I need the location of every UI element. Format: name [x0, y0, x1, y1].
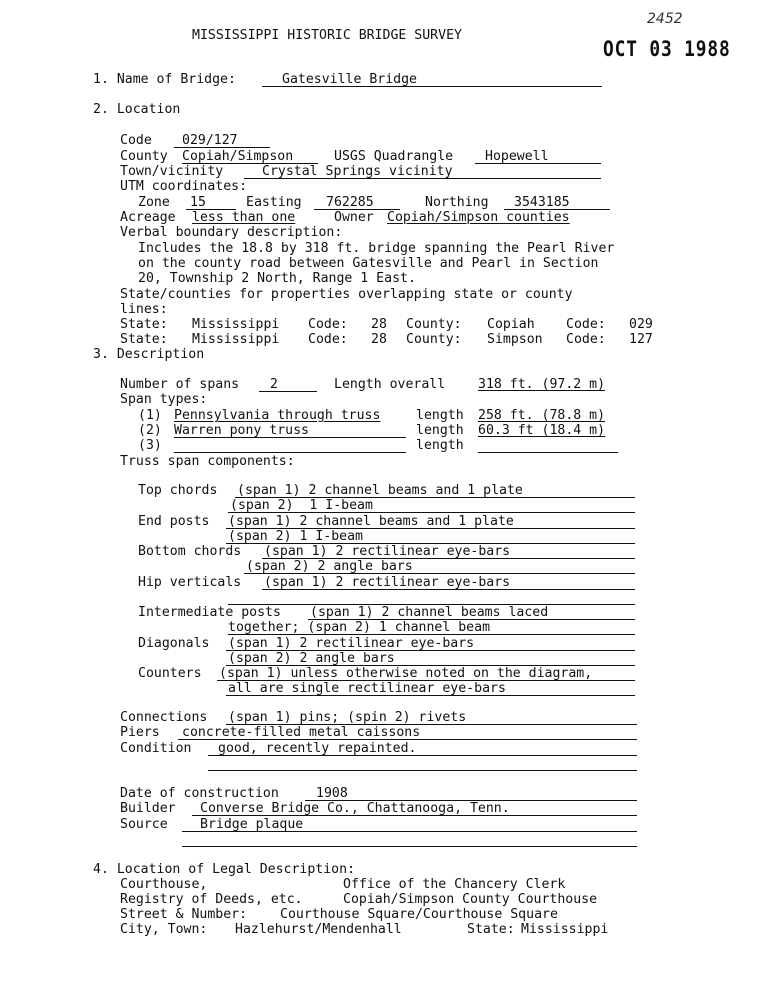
condition-line-2 [208, 770, 637, 771]
counters-2: all are single rectilinear eye-bars [228, 681, 506, 696]
source-line-2 [182, 846, 637, 847]
counters-1: (span 1) unless otherwise noted on the diagram, [219, 666, 593, 681]
type3-length-label: length [416, 438, 464, 453]
acreage-label: Acreage [120, 210, 176, 225]
courthouse-label: Courthouse, [120, 877, 208, 892]
verbal-line-3: 20, Township 2 North, Range 1 East. [138, 271, 416, 286]
row2-code: 28 [371, 332, 387, 347]
connections-label: Connections [120, 710, 208, 725]
row2-county: Simpson [487, 332, 543, 347]
legal-state-value: Mississippi [521, 922, 609, 937]
connections-value: (span 1) pins; (spin 2) rivets [228, 710, 467, 725]
courthouse-value: Office of the Chancery Clerk [343, 877, 566, 892]
overlap-line-1: State/counties for properties overlapping state or county [120, 287, 573, 302]
diagonals-2: (span 2) 2 angle bars [228, 651, 395, 666]
condition-value: good, recently repainted. [218, 741, 417, 756]
owner-value: Copiah/Simpson counties [387, 210, 570, 225]
row1-state: Mississippi [192, 317, 280, 332]
bridge-name: Gatesville Bridge [282, 72, 417, 87]
row2-county-label: County: [406, 332, 462, 347]
section-2-label: 2. Location [93, 102, 181, 117]
end-posts-label: End posts [138, 514, 210, 529]
owner-label: Owner [334, 210, 374, 225]
type1-value: Pennsylvania through truss [174, 408, 381, 423]
registry-value: Copiah/Simpson County Courthouse [343, 892, 598, 907]
section-4-label: 4. Location of Legal Description: [93, 862, 356, 877]
row2-code2: 127 [629, 332, 653, 347]
builder-label: Builder [120, 801, 176, 816]
date-label: Date of construction [120, 786, 279, 801]
top-chords-label: Top chords [138, 483, 218, 498]
counters-label: Counters [138, 666, 202, 681]
row1-county-label: County: [406, 317, 462, 332]
row2-state: Mississippi [192, 332, 280, 347]
registry-label: Registry of Deeds, etc. [120, 892, 303, 907]
overlap-line-2: lines: [120, 302, 168, 317]
type1-length-label: length [416, 408, 464, 423]
length-value: 318 ft. (97.2 m) [478, 377, 606, 392]
row1-county: Copiah [487, 317, 535, 332]
components-label: Truss span components: [120, 454, 295, 469]
type3-num: (3) [138, 438, 162, 453]
type2-num: (2) [138, 423, 162, 438]
county-value: Copiah/Simpson [182, 149, 294, 164]
type1-length: 258 ft. (78.8 m) [478, 408, 606, 423]
intermediate-posts-2: together; (span 2) 1 channel beam [228, 620, 491, 635]
spans-value: 2 [270, 377, 278, 392]
top-chords-1: (span 1) 2 channel beams and 1 plate [237, 483, 523, 498]
type3-length-line [478, 452, 618, 453]
verbal-line-2: on the county road between Gatesville and Pearl in Section [138, 256, 599, 271]
street-label: Street & Number: [120, 907, 248, 922]
source-label: Source [120, 817, 168, 832]
verbal-label: Verbal boundary description: [120, 225, 343, 240]
row2-state-label: State: [120, 332, 168, 347]
acreage-value: less than one [192, 210, 296, 225]
code-label: Code [120, 133, 152, 148]
row1-code2-label: Code: [566, 317, 606, 332]
end-posts-1: (span 1) 2 channel beams and 1 plate [228, 514, 514, 529]
piers-label: Piers [120, 725, 160, 740]
source-value: Bridge plaque [200, 817, 304, 832]
diagonals-label: Diagonals [138, 636, 210, 651]
end-posts-2: (span 2) 1 I-beam [228, 529, 363, 544]
city-value: Hazlehurst/Mendenhall [235, 922, 402, 937]
bottom-chords-label: Bottom chords [138, 544, 242, 559]
easting-label: Easting [246, 195, 302, 210]
spans-label: Number of spans [120, 377, 240, 392]
quad-label: USGS Quadrangle [334, 149, 454, 164]
county-label: County [120, 149, 168, 164]
town-label: Town/vicinity [120, 164, 224, 179]
town-value: Crystal Springs vicinity [262, 164, 453, 179]
date-value: 1908 [316, 786, 348, 801]
legal-state-label: State: [467, 922, 515, 937]
zone-label: Zone [138, 195, 170, 210]
type2-value: Warren pony truss [174, 423, 309, 438]
verbal-line-1: Includes the 18.8 by 318 ft. bridge spanning the Pearl River [138, 241, 615, 256]
row1-code-label: Code: [308, 317, 348, 332]
section-3-label: 3. Description [93, 347, 205, 362]
handwritten-number: 2452 [647, 11, 683, 27]
type2-length-label: length [416, 423, 464, 438]
date-stamp: OCT 03 1988 [603, 37, 731, 61]
builder-value: Converse Bridge Co., Chattanooga, Tenn. [200, 801, 510, 816]
condition-label: Condition [120, 741, 192, 756]
diagonals-1: (span 1) 2 rectilinear eye-bars [228, 636, 475, 651]
intermediate-posts-label: Intermediate posts [138, 605, 281, 620]
bottom-chords-2: (span 2) 2 angle bars [246, 559, 413, 574]
bottom-chords-1: (span 1) 2 rectilinear eye-bars [264, 544, 511, 559]
type1-num: (1) [138, 408, 162, 423]
quad-value: Hopewell [485, 149, 549, 164]
row2-code-label: Code: [308, 332, 348, 347]
row1-code: 28 [371, 317, 387, 332]
type2-length: 60.3 ft (18.4 m) [478, 423, 606, 438]
utm-label: UTM coordinates: [120, 179, 248, 194]
top-chords-2: (span 2) 1 I-beam [230, 498, 373, 513]
piers-value: concrete-filled metal caissons [182, 725, 421, 740]
row1-code2: 029 [629, 317, 653, 332]
easting-value: 762285 [326, 195, 374, 210]
document-title: MISSISSIPPI HISTORIC BRIDGE SURVEY [192, 28, 462, 43]
type3-line [174, 452, 406, 453]
city-label: City, Town: [120, 922, 208, 937]
intermediate-posts-1: (span 1) 2 channel beams laced [310, 605, 549, 620]
span-types-label: Span types: [120, 392, 208, 407]
zone-value: 15 [190, 195, 206, 210]
spans-line [259, 391, 317, 392]
northing-value: 3543185 [514, 195, 570, 210]
row2-code2-label: Code: [566, 332, 606, 347]
section-1-label: 1. Name of Bridge: [93, 72, 236, 87]
northing-label: Northing [425, 195, 489, 210]
street-value: Courthouse Square/Courthouse Square [280, 907, 558, 922]
hip-verticals-1: (span 1) 2 rectilinear eye-bars [264, 575, 511, 590]
row1-state-label: State: [120, 317, 168, 332]
code-value: 029/127 [182, 133, 238, 148]
length-label: Length overall [334, 377, 446, 392]
hip-verticals-label: Hip verticals [138, 575, 242, 590]
